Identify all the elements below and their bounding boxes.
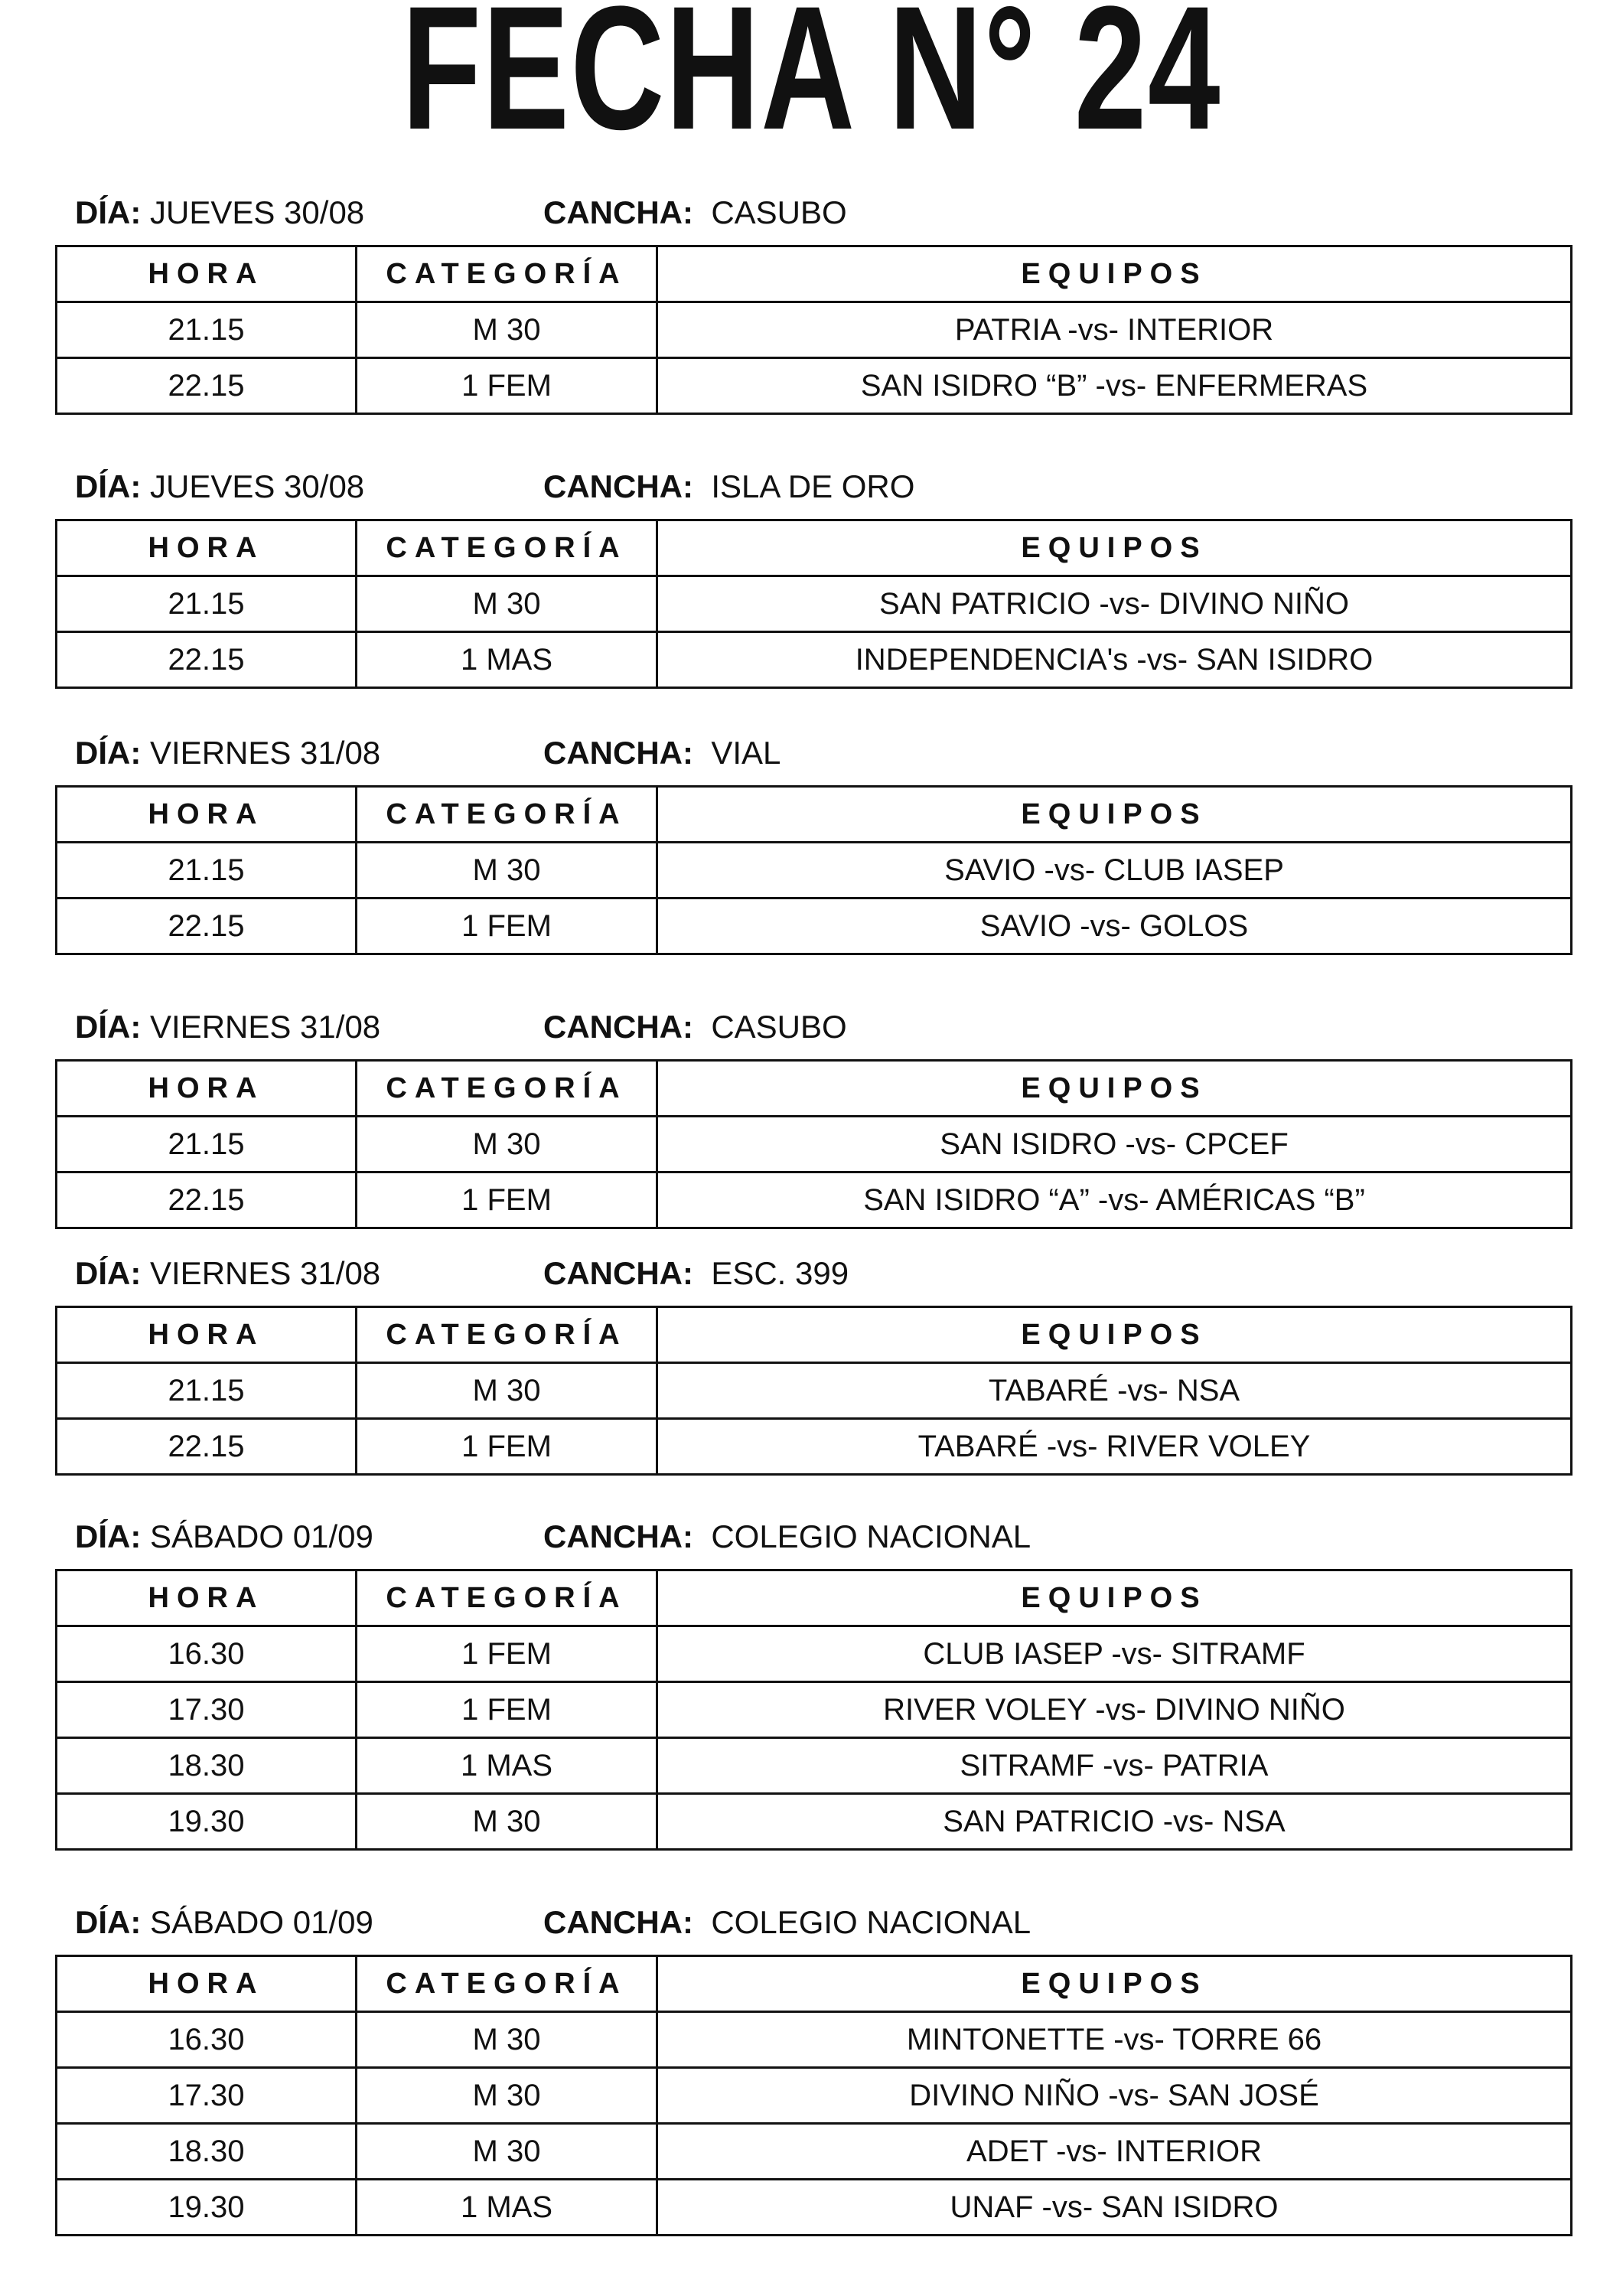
day-label: DÍA: xyxy=(75,1255,142,1291)
day-value: VIERNES 31/08 xyxy=(150,1009,381,1045)
cell-hora: 16.30 xyxy=(57,1626,357,1682)
day-value: JUEVES 30/08 xyxy=(150,194,365,230)
match-section xyxy=(55,1518,1570,1838)
match-table xyxy=(55,519,1572,689)
cell-categoria: M 30 xyxy=(357,302,657,358)
match-table xyxy=(55,1306,1572,1476)
court-label: CANCHA: xyxy=(543,194,693,230)
court-info xyxy=(543,468,914,505)
header-categoria: CATEGORÍA xyxy=(357,1956,657,2012)
court-value: ESC. 399 xyxy=(711,1255,849,1291)
match-table xyxy=(55,245,1572,415)
table-row xyxy=(57,1172,1572,1228)
cell-equipos: TABARÉ -vs- NSA xyxy=(657,1363,1572,1419)
section-info xyxy=(55,1255,1570,1292)
court-label: CANCHA: xyxy=(543,1009,693,1045)
table-row xyxy=(57,576,1572,632)
cell-hora: 21.15 xyxy=(57,843,357,899)
cell-categoria: 1 FEM xyxy=(357,1419,657,1475)
table-header-row xyxy=(57,787,1572,843)
cell-equipos: SAVIO -vs- GOLOS xyxy=(657,899,1572,954)
day-value: VIERNES 31/08 xyxy=(150,1255,381,1291)
cell-categoria: M 30 xyxy=(357,2124,657,2180)
table-header-row xyxy=(57,1570,1572,1626)
court-value: CASUBO xyxy=(711,1009,847,1045)
table-row xyxy=(57,899,1572,954)
match-section xyxy=(55,1904,1570,2224)
day-label: DÍA: xyxy=(75,194,142,230)
court-info xyxy=(543,194,847,231)
table-row xyxy=(57,302,1572,358)
cell-hora: 18.30 xyxy=(57,2124,357,2180)
cell-equipos: SAN PATRICIO -vs- DIVINO NIÑO xyxy=(657,576,1572,632)
day-value: VIERNES 31/08 xyxy=(150,735,381,771)
court-value: VIAL xyxy=(711,735,781,771)
header-equipos: EQUIPOS xyxy=(657,1570,1572,1626)
match-section xyxy=(55,735,1570,943)
header-categoria: CATEGORÍA xyxy=(357,520,657,576)
cell-categoria: M 30 xyxy=(357,843,657,899)
cell-categoria: M 30 xyxy=(357,1794,657,1850)
cell-hora: 21.15 xyxy=(57,1363,357,1419)
cell-equipos: SAN ISIDRO “B” -vs- ENFERMERAS xyxy=(657,358,1572,414)
table-row xyxy=(57,1738,1572,1794)
table-header-row xyxy=(57,1061,1572,1117)
cell-equipos: INDEPENDENCIA's -vs- SAN ISIDRO xyxy=(657,632,1572,688)
court-value: ISLA DE ORO xyxy=(711,468,915,504)
match-table xyxy=(55,785,1572,955)
court-value: CASUBO xyxy=(711,194,847,230)
header-categoria: CATEGORÍA xyxy=(357,1570,657,1626)
section-info xyxy=(55,735,1570,771)
match-section xyxy=(55,194,1570,403)
cell-hora: 22.15 xyxy=(57,632,357,688)
day-value: JUEVES 30/08 xyxy=(150,468,365,504)
cell-hora: 17.30 xyxy=(57,2068,357,2124)
header-equipos: EQUIPOS xyxy=(657,520,1572,576)
cell-categoria: 1 FEM xyxy=(357,358,657,414)
header-hora: HORA xyxy=(57,1061,357,1117)
cell-categoria: M 30 xyxy=(357,1363,657,1419)
cell-hora: 18.30 xyxy=(57,1738,357,1794)
section-info xyxy=(55,194,1570,231)
day-label: DÍA: xyxy=(75,1904,142,1940)
cell-categoria: 1 MAS xyxy=(357,2180,657,2236)
cell-equipos: SITRAMF -vs- PATRIA xyxy=(657,1738,1572,1794)
cell-equipos: CLUB IASEP -vs- SITRAMF xyxy=(657,1626,1572,1682)
match-section xyxy=(55,1255,1570,1463)
day-info xyxy=(75,194,364,231)
cell-equipos: PATRIA -vs- INTERIOR xyxy=(657,302,1572,358)
table-row xyxy=(57,1682,1572,1738)
cell-equipos: SAN ISIDRO “A” -vs- AMÉRICAS “B” xyxy=(657,1172,1572,1228)
day-value: SÁBADO 01/09 xyxy=(150,1518,373,1554)
header-equipos: EQUIPOS xyxy=(657,1956,1572,2012)
header-hora: HORA xyxy=(57,787,357,843)
header-categoria: CATEGORÍA xyxy=(357,1307,657,1363)
header-equipos: EQUIPOS xyxy=(657,1061,1572,1117)
cell-hora: 21.15 xyxy=(57,302,357,358)
cell-hora: 16.30 xyxy=(57,2012,357,2068)
day-info xyxy=(75,1255,380,1292)
table-row xyxy=(57,1117,1572,1172)
header-hora: HORA xyxy=(57,1307,357,1363)
court-label: CANCHA: xyxy=(543,468,693,504)
table-row xyxy=(57,1794,1572,1850)
table-row xyxy=(57,358,1572,414)
cell-categoria: M 30 xyxy=(357,576,657,632)
court-info xyxy=(543,1009,847,1045)
cell-equipos: RIVER VOLEY -vs- DIVINO NIÑO xyxy=(657,1682,1572,1738)
day-info xyxy=(75,1904,373,1941)
header-categoria: CATEGORÍA xyxy=(357,1061,657,1117)
table-row xyxy=(57,1626,1572,1682)
court-label: CANCHA: xyxy=(543,735,693,771)
match-table xyxy=(55,1059,1572,1229)
cell-equipos: SAN ISIDRO -vs- CPCEF xyxy=(657,1117,1572,1172)
day-info xyxy=(75,1518,373,1555)
table-row xyxy=(57,2124,1572,2180)
match-section xyxy=(55,1009,1570,1217)
table-header-row xyxy=(57,246,1572,302)
court-label: CANCHA: xyxy=(543,1518,693,1554)
day-info xyxy=(75,735,380,771)
cell-equipos: SAVIO -vs- CLUB IASEP xyxy=(657,843,1572,899)
court-info xyxy=(543,1255,849,1292)
cell-categoria: 1 FEM xyxy=(357,1626,657,1682)
cell-hora: 21.15 xyxy=(57,1117,357,1172)
table-row xyxy=(57,632,1572,688)
section-info xyxy=(55,468,1570,505)
section-info xyxy=(55,1518,1570,1555)
cell-hora: 22.15 xyxy=(57,358,357,414)
cell-hora: 21.15 xyxy=(57,576,357,632)
court-info xyxy=(543,1518,1031,1555)
cell-categoria: 1 MAS xyxy=(357,632,657,688)
header-categoria: CATEGORÍA xyxy=(357,787,657,843)
cell-hora: 19.30 xyxy=(57,1794,357,1850)
table-row xyxy=(57,2180,1572,2236)
day-label: DÍA: xyxy=(75,735,142,771)
table-row xyxy=(57,1363,1572,1419)
page-title: FECHA N° 24 xyxy=(401,0,1222,166)
section-info xyxy=(55,1904,1570,1941)
cell-equipos: SAN PATRICIO -vs- NSA xyxy=(657,1794,1572,1850)
section-info xyxy=(55,1009,1570,1045)
cell-categoria: M 30 xyxy=(357,2068,657,2124)
cell-categoria: 1 FEM xyxy=(357,899,657,954)
header-hora: HORA xyxy=(57,1956,357,2012)
table-row xyxy=(57,2012,1572,2068)
court-value: COLEGIO NACIONAL xyxy=(711,1518,1031,1554)
cell-hora: 17.30 xyxy=(57,1682,357,1738)
cell-categoria: 1 FEM xyxy=(357,1172,657,1228)
cell-equipos: UNAF -vs- SAN ISIDRO xyxy=(657,2180,1572,2236)
cell-equipos: MINTONETTE -vs- TORRE 66 xyxy=(657,2012,1572,2068)
header-hora: HORA xyxy=(57,1570,357,1626)
match-section xyxy=(55,468,1570,677)
cell-categoria: 1 FEM xyxy=(357,1682,657,1738)
cell-categoria: M 30 xyxy=(357,1117,657,1172)
header-categoria: CATEGORÍA xyxy=(357,246,657,302)
day-info xyxy=(75,468,364,505)
match-table xyxy=(55,1569,1572,1851)
court-value: COLEGIO NACIONAL xyxy=(711,1904,1031,1940)
day-info xyxy=(75,1009,380,1045)
day-label: DÍA: xyxy=(75,1518,142,1554)
day-value: SÁBADO 01/09 xyxy=(150,1904,373,1940)
cell-hora: 22.15 xyxy=(57,1419,357,1475)
table-header-row xyxy=(57,1956,1572,2012)
table-row xyxy=(57,1419,1572,1475)
header-hora: HORA xyxy=(57,246,357,302)
header-equipos: EQUIPOS xyxy=(657,1307,1572,1363)
header-equipos: EQUIPOS xyxy=(657,246,1572,302)
court-info xyxy=(543,1904,1031,1941)
header-hora: HORA xyxy=(57,520,357,576)
cell-hora: 22.15 xyxy=(57,899,357,954)
cell-equipos: ADET -vs- INTERIOR xyxy=(657,2124,1572,2180)
court-info xyxy=(543,735,781,771)
day-label: DÍA: xyxy=(75,468,142,504)
court-label: CANCHA: xyxy=(543,1255,693,1291)
header-equipos: EQUIPOS xyxy=(657,787,1572,843)
day-label: DÍA: xyxy=(75,1009,142,1045)
match-table xyxy=(55,1955,1572,2236)
table-header-row xyxy=(57,1307,1572,1363)
cell-hora: 22.15 xyxy=(57,1172,357,1228)
cell-categoria: 1 MAS xyxy=(357,1738,657,1794)
cell-categoria: M 30 xyxy=(357,2012,657,2068)
table-header-row xyxy=(57,520,1572,576)
cell-equipos: DIVINO NIÑO -vs- SAN JOSÉ xyxy=(657,2068,1572,2124)
table-row xyxy=(57,843,1572,899)
table-row xyxy=(57,2068,1572,2124)
court-label: CANCHA: xyxy=(543,1904,693,1940)
cell-equipos: TABARÉ -vs- RIVER VOLEY xyxy=(657,1419,1572,1475)
cell-hora: 19.30 xyxy=(57,2180,357,2236)
